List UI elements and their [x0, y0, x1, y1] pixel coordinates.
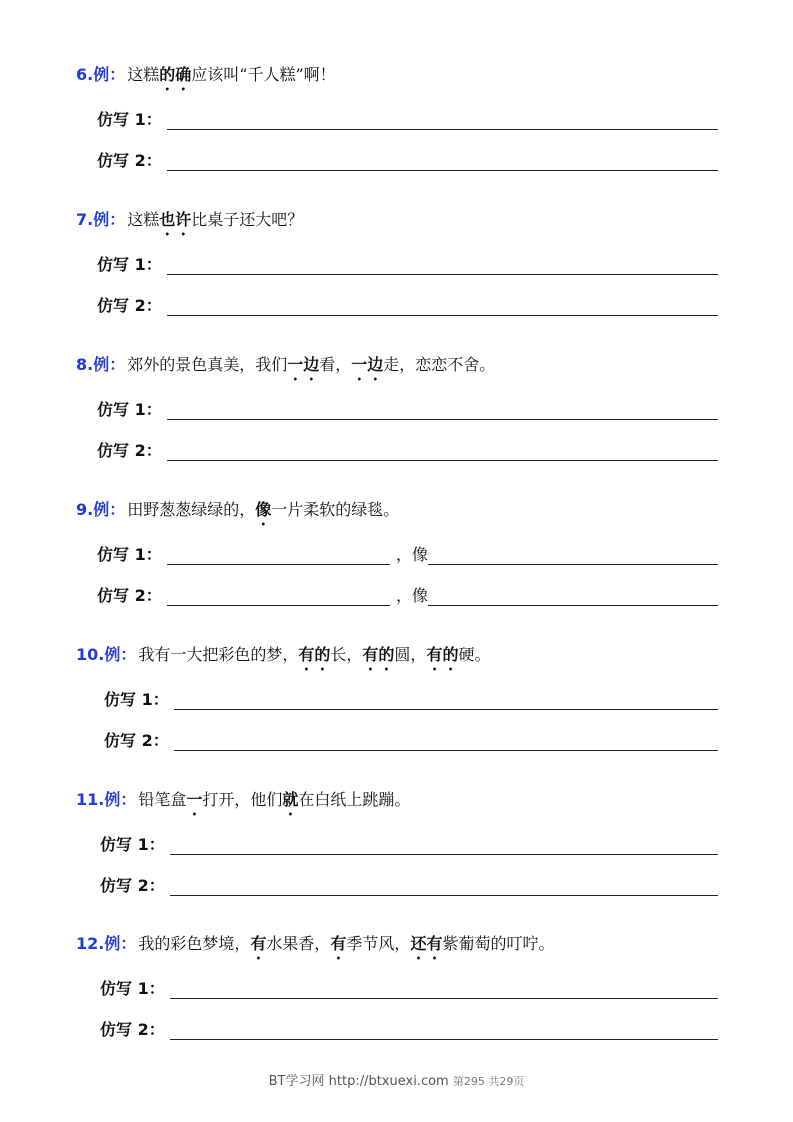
sentence-text: 季节风， — [346, 934, 411, 953]
emphasized-keyword: 也许 — [159, 210, 192, 229]
question-number: 9. — [76, 500, 94, 519]
imitation-row — [97, 296, 718, 318]
imitation-label: 仿写 2： — [97, 441, 162, 460]
imitation-label: 仿写 2： — [97, 296, 162, 315]
imitation-row — [104, 690, 718, 712]
example-sentence — [76, 500, 399, 529]
emphasized-keyword: 有的 — [362, 645, 395, 664]
imitation-label: 仿写 1： — [100, 979, 165, 998]
emphasized-keyword: 有 — [250, 934, 267, 953]
imitation-label: 仿写 1： — [104, 690, 169, 709]
simile-connector: ，像 — [396, 586, 429, 605]
answer-blank[interactable] — [167, 129, 718, 130]
example-sentence — [76, 934, 554, 963]
imitation-row — [104, 731, 718, 753]
emphasized-keyword: 的确 — [159, 65, 192, 84]
imitation-row — [97, 255, 718, 277]
answer-blank[interactable] — [167, 564, 390, 565]
simile-connector: ，像 — [396, 545, 429, 564]
question-number: 8. — [76, 355, 94, 374]
example-sentence — [76, 645, 490, 674]
example-label: 例： — [93, 355, 126, 374]
imitation-label: 仿写 2： — [97, 586, 162, 605]
example-label: 例： — [93, 210, 126, 229]
emphasized-keyword: 有的 — [298, 645, 331, 664]
answer-blank[interactable] — [167, 315, 718, 316]
example-sentence — [76, 210, 303, 239]
answer-blank[interactable] — [174, 709, 718, 710]
example-sentence — [76, 355, 495, 384]
sentence-text: 郊外的景色真美，我们 — [127, 355, 288, 374]
imitation-row — [100, 876, 718, 898]
sentence-text: 硬。 — [458, 645, 491, 664]
answer-blank[interactable] — [428, 605, 718, 606]
imitation-label: 仿写 1： — [97, 255, 162, 274]
example-sentence — [76, 65, 336, 94]
emphasized-keyword: 一边 — [287, 355, 320, 374]
sentence-text: 打开，他们 — [202, 790, 283, 809]
sentence-text: 一片柔软的绿毯。 — [271, 500, 400, 519]
question-number: 7. — [76, 210, 94, 229]
imitation-row — [100, 835, 718, 857]
imitation-label: 仿写 1： — [100, 835, 165, 854]
answer-blank[interactable] — [167, 419, 718, 420]
emphasized-keyword: 像 — [255, 500, 272, 519]
answer-blank[interactable] — [167, 460, 718, 461]
imitation-row — [97, 441, 718, 463]
answer-blank[interactable] — [167, 274, 718, 275]
question-number: 6. — [76, 65, 94, 84]
sentence-text: 看， — [319, 355, 352, 374]
imitation-label: 仿写 1： — [97, 110, 162, 129]
sentence-text: 这糕 — [127, 65, 160, 84]
imitation-row — [97, 586, 718, 608]
example-sentence — [76, 790, 410, 819]
answer-blank[interactable] — [428, 564, 718, 565]
sentence-text: 比桌子还大吧？ — [191, 210, 304, 229]
emphasized-keyword: 还有 — [410, 934, 443, 953]
sentence-text: 田野葱葱绿绿的， — [127, 500, 256, 519]
imitation-label: 仿写 2： — [100, 876, 165, 895]
question-number: 11. — [76, 790, 105, 809]
answer-blank[interactable] — [167, 605, 390, 606]
answer-blank[interactable] — [170, 895, 718, 896]
emphasized-keyword: 一边 — [351, 355, 384, 374]
question-number: 10. — [76, 645, 105, 664]
example-label: 例： — [104, 790, 137, 809]
example-label: 例： — [93, 500, 126, 519]
page-footer — [0, 1070, 793, 1089]
imitation-row — [97, 545, 718, 567]
sentence-text: 长， — [330, 645, 363, 664]
answer-blank[interactable] — [170, 998, 718, 999]
sentence-text: 应该叫“千人糕”啊！ — [191, 65, 336, 84]
answer-blank[interactable] — [174, 750, 718, 751]
example-label: 例： — [104, 645, 137, 664]
sentence-text: 铅笔盒 — [138, 790, 187, 809]
imitation-row — [97, 400, 718, 422]
footer-watermark: BT学习网 http://btxuexi.com — [268, 1074, 449, 1089]
example-label: 例： — [104, 934, 137, 953]
sentence-text: 圆， — [394, 645, 427, 664]
example-label: 例： — [93, 65, 126, 84]
imitation-row — [100, 979, 718, 1001]
sentence-text: 这糕 — [127, 210, 160, 229]
question-number: 12. — [76, 934, 105, 953]
imitation-label: 仿写 1： — [97, 545, 162, 564]
emphasized-keyword: 就 — [282, 790, 299, 809]
answer-blank[interactable] — [170, 854, 718, 855]
imitation-label: 仿写 2： — [97, 151, 162, 170]
imitation-row — [97, 151, 718, 173]
sentence-text: 在白纸上跳蹦。 — [298, 790, 411, 809]
page-number: 第295 共29页 — [452, 1075, 525, 1088]
imitation-label: 仿写 2： — [104, 731, 169, 750]
sentence-text: 我有一大把彩色的梦， — [138, 645, 299, 664]
imitation-label: 仿写 2： — [100, 1020, 165, 1039]
imitation-row — [100, 1020, 718, 1042]
answer-blank[interactable] — [170, 1039, 718, 1040]
sentence-text: 水果香， — [266, 934, 331, 953]
emphasized-keyword: 有的 — [426, 645, 459, 664]
imitation-label: 仿写 1： — [97, 400, 162, 419]
sentence-text: 紫葡萄的叮咛。 — [442, 934, 555, 953]
imitation-row — [97, 110, 718, 132]
emphasized-keyword: 有 — [330, 934, 347, 953]
emphasized-keyword: 一 — [186, 790, 203, 809]
sentence-text: 我的彩色梦境， — [138, 934, 251, 953]
sentence-text: 走，恋恋不舍。 — [383, 355, 496, 374]
answer-blank[interactable] — [167, 170, 718, 171]
